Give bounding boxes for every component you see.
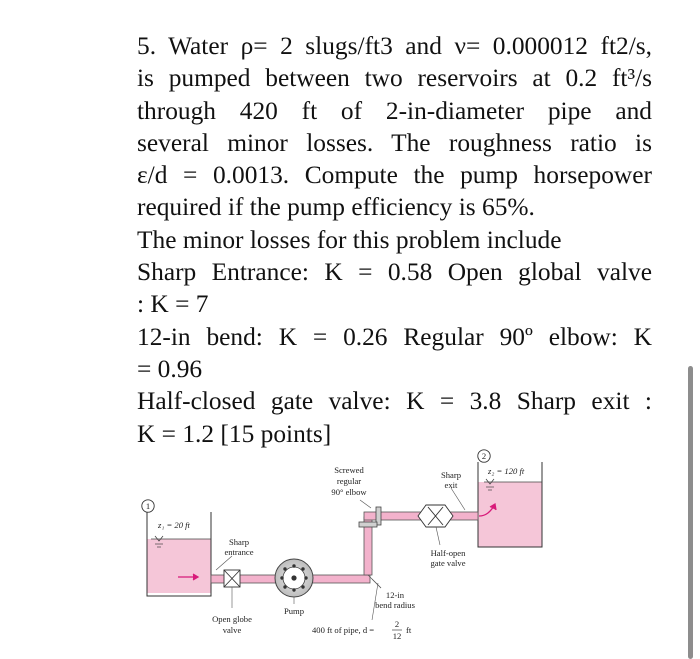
problem-line: Half-closed gate valve: K = 3.8 Sharp exit : xyxy=(137,387,652,416)
problem-line: = 0.96 xyxy=(137,354,203,383)
svg-text:ft: ft xyxy=(406,625,412,635)
problem-line: The minor losses for this problem include xyxy=(137,225,562,254)
svg-text:2: 2 xyxy=(481,451,487,461)
problem-line: 12-in bend: K = 0.26 Regular 90º elbow: K xyxy=(137,322,652,351)
sharp-entrance-label: Sharp xyxy=(228,537,250,547)
sharp-exit-label: Sharp xyxy=(440,470,462,480)
station-2-marker xyxy=(478,450,490,462)
problem-line: ε/d = 0.0013. Compute the pump horsepower xyxy=(137,161,652,190)
open-globe-valve-label: Open globe xyxy=(212,614,252,624)
svg-text:gate valve: gate valve xyxy=(430,558,466,568)
svg-text:400 ft of pipe, d =: 400 ft of pipe, d = xyxy=(312,625,375,635)
problem-line: is pumped between two reservoirs at 0.2 ft³/s xyxy=(137,64,652,93)
svg-text:valve: valve xyxy=(222,625,242,635)
svg-text:12: 12 xyxy=(392,631,402,641)
problem-line: : K = 7 xyxy=(137,290,209,319)
pump xyxy=(275,559,313,604)
screwed-elbow-label: Screwed xyxy=(334,465,364,475)
z2-label: z₂ = 120 ft xyxy=(488,466,525,476)
problem-line: several minor losses. The roughness ratio is xyxy=(137,128,652,157)
open-globe-valve xyxy=(224,570,240,608)
pipe-length-label xyxy=(312,619,412,641)
station-1-marker xyxy=(142,500,154,512)
svg-text:bend radius: bend radius xyxy=(375,600,415,610)
z1-label: z₁ = 20 ft xyxy=(158,520,190,530)
bend-label: 12-in xyxy=(385,590,405,600)
problem-line: required if the pump efficiency is 65%. xyxy=(137,193,535,222)
svg-text:2: 2 xyxy=(394,619,400,629)
gate-valve-label: Half-open xyxy=(430,548,466,558)
problem-line: through 420 ft of 2-in-diameter pipe and xyxy=(137,96,652,125)
svg-text:exit: exit xyxy=(444,480,458,490)
svg-text:1: 1 xyxy=(145,501,151,511)
svg-text:regular: regular xyxy=(336,476,362,486)
problem-line: 5. Water ρ= 2 slugs/ft3 and ν= 0.000012 ft2/s, xyxy=(137,32,652,60)
svg-text:entrance: entrance xyxy=(224,547,254,557)
problem-line: K = 1.2 [15 points] xyxy=(137,419,332,448)
scrollbar[interactable] xyxy=(688,366,693,659)
svg-text:90° elbow: 90° elbow xyxy=(331,487,367,497)
problem-line: Sharp Entrance: K = 0.58 Open global valve xyxy=(137,258,652,287)
pump-label: Pump xyxy=(283,606,305,616)
